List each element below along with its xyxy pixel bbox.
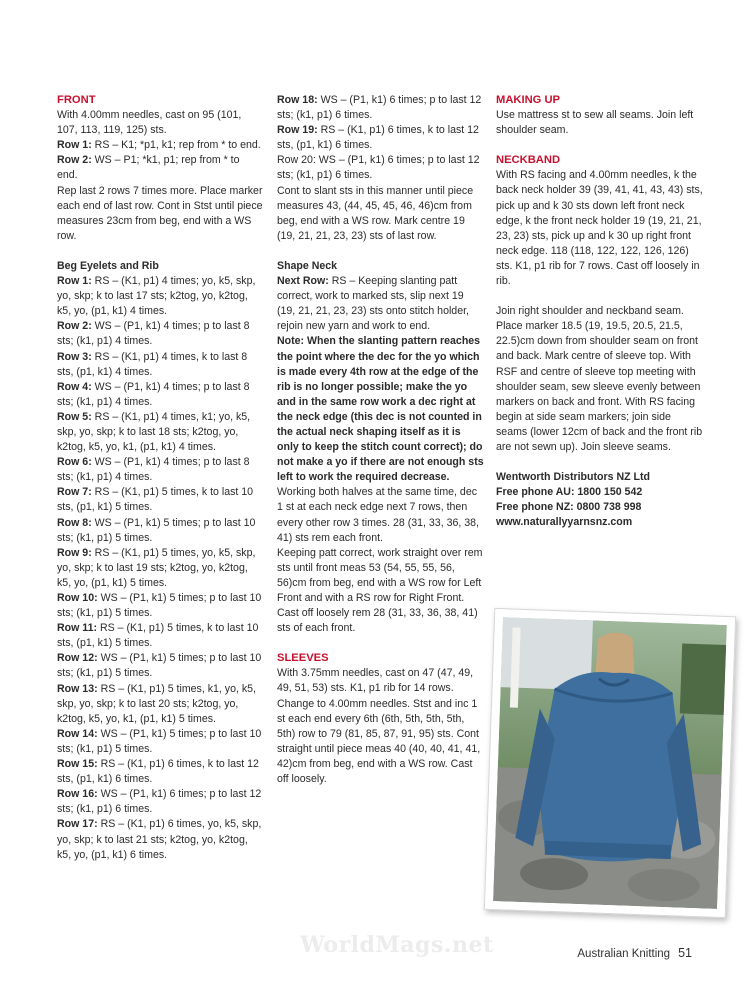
row-text: WS – (P1, k1) 6 times; p to last 12 sts; (k1, p1) 6 times. bbox=[57, 788, 262, 816]
front-intro: With 4.00mm needles, cast on 95 (101, 107, 113, 119, 125) sts. bbox=[57, 109, 242, 137]
row-text: WS – (P1, k1) 5 times; p to last 10 sts; (k1, p1) 5 times. bbox=[57, 652, 262, 680]
row-text: WS – (P1, k1) 5 times; p to last 10 sts; (k1, p1) 5 times. bbox=[57, 516, 256, 544]
row-text: WS – (P1, k1) 5 times; p to last 10 sts; (k1, p1) 5 times. bbox=[57, 592, 262, 620]
pattern-row bbox=[57, 682, 263, 727]
row-label: Next Row: bbox=[277, 275, 329, 288]
pattern-row bbox=[57, 380, 263, 410]
eyelet-rows bbox=[57, 274, 263, 863]
phone-au: Free phone AU: 1800 150 542 bbox=[496, 486, 643, 499]
neckband-heading: NECKBAND bbox=[496, 154, 561, 167]
next-row bbox=[277, 274, 484, 334]
pattern-row bbox=[57, 274, 263, 319]
row-label: Row 14: bbox=[57, 727, 98, 740]
pattern-row bbox=[57, 410, 263, 455]
front-heading: FRONT bbox=[57, 94, 96, 106]
row-19 bbox=[277, 123, 484, 153]
row-text: WS – (P1, k1) 4 times; p to last 8 sts; (k1, p1) 4 times. bbox=[57, 380, 250, 408]
note: Note: When the slanting pattern reaches the point where the dec for the yo which is made every 4th row at the edge of the rib is no longer possible; make the yo and in the same row work a dec right at the neck edge (this dec is not counted in the actual neck shaping itself as it is only to keep the stitch count correct); do not make a yo if there are not enough sts left to work the required decrease. bbox=[277, 335, 484, 484]
row-text: RS – (K1, p1) 4 times; yo, k5, skp, yo, skp; k to last 17 sts; k2tog, yo, k2tog, k5, yo, (p1, k1) 4 times. bbox=[57, 275, 256, 318]
magazine-name: Australian Knitting bbox=[577, 948, 671, 960]
row-label: Row 5: bbox=[57, 410, 92, 423]
shape-neck-heading: Shape Neck bbox=[277, 259, 338, 272]
pattern-row bbox=[57, 727, 263, 757]
sleeves-text: With 3.75mm needles, cast on 47 (47, 49, 49, 51, 53) sts. K1, p1 rib for 14 rows. Change to 4.00mm needles. Stst and inc 1 st each end every 6th (6th, 5th, 5th, 5th, 5th) row to 79 (81, 85, 87, 91, 95) sts. Cont straight until piece meas 40 (40, 40, 41, 41, 42)cm from beg, end with a WS row. Cast off loosely. bbox=[277, 667, 481, 786]
keeping-patt: Keeping patt correct, work straight over rem sts until front meas 53 (54, 55, 55, 56, 56)cm from beg, end with a WS row for Left Front and with a RS row for Right Front. bbox=[277, 546, 483, 604]
row-text: RS – (K1, p1) 5 times, yo, k5, skp, yo, skp; k to last 19 sts; k2tog, yo, k2tog, k5, yo, (p1, k1) 5 times. bbox=[57, 546, 256, 589]
row-label: Row 2: bbox=[57, 154, 92, 167]
cast-off: Cast off loosely rem 28 (31, 33, 36, 38, 41) sts of each front. bbox=[277, 607, 478, 635]
row-text: RS – K1; *p1, k1; rep from * to end. bbox=[91, 139, 261, 152]
row-label: Row 11: bbox=[57, 622, 98, 635]
row-label: Row 4: bbox=[57, 380, 92, 393]
row-label: Row 18: bbox=[277, 94, 318, 106]
row-label: Row 15: bbox=[57, 758, 98, 771]
row-text: WS – P1; *k1, p1; rep from * to end. bbox=[57, 154, 240, 182]
front-row-1 bbox=[57, 138, 263, 153]
pattern-row bbox=[57, 787, 263, 817]
phone-nz: Free phone NZ: 0800 738 998 bbox=[496, 501, 642, 514]
page-number: 51 bbox=[678, 946, 692, 960]
sleeves-heading: SLEEVES bbox=[277, 652, 329, 665]
front-after: Rep last 2 rows 7 times more. Place marker each end of last row. Cont in Stst until piece measures 23cm from beg, end with a WS row. bbox=[57, 184, 263, 242]
row-label: Row 17: bbox=[57, 818, 98, 831]
pattern-row bbox=[57, 621, 263, 651]
row-text: RS – (K1, p1) 5 times, k1, yo, k5, skp, yo, skp; k to last 20 sts; k2tog, yo, k2tog, k5, yo, k1, (p1, k1) 5 times. bbox=[57, 682, 257, 725]
front-row-2 bbox=[57, 153, 263, 183]
row-label: Row 7: bbox=[57, 486, 92, 499]
sweater-illustration bbox=[493, 617, 727, 909]
row-label: Row 1: bbox=[57, 275, 92, 288]
row-label: Row 12: bbox=[57, 652, 98, 665]
working-both: Working both halves at the same time, dec 1 st at each neck edge next 7 rows, then every other row 3 times. 28 (31, 33, 36, 38, 41) sts rem each front. bbox=[277, 486, 479, 544]
column-middle bbox=[277, 93, 484, 787]
row-20: Row 20: WS – (P1, k1) 6 times; p to last 12 sts; (k1, p1) 6 times. bbox=[277, 154, 480, 182]
row-label: Row 1: bbox=[57, 139, 92, 152]
row-label: Row 10: bbox=[57, 592, 98, 604]
row-text: RS – (K1, p1) 6 times, yo, k5, skp, yo, skp; k to last 21 sts; k2tog, yo, k2tog, k5, yo, (p1, k1) 6 times. bbox=[57, 818, 262, 861]
row-label: Row 8: bbox=[57, 516, 92, 529]
pattern-row bbox=[57, 546, 263, 591]
row-text: RS – Keeping slanting patt correct, work to marked sts, slip next 19 (19, 21, 21, 23, 23) sts onto stitch holder, rejoin new yarn and work to end. bbox=[277, 275, 469, 333]
distributor: Wentworth Distributors NZ Ltd bbox=[496, 471, 650, 484]
watermark: WorldMags.net bbox=[300, 932, 494, 958]
row-label: Row 6: bbox=[57, 456, 92, 469]
row-label: Row 2: bbox=[57, 320, 92, 333]
pattern-row bbox=[57, 757, 263, 787]
row-label: Row 13: bbox=[57, 682, 98, 695]
pattern-row bbox=[57, 319, 263, 349]
pattern-row bbox=[57, 817, 263, 862]
column-left bbox=[57, 93, 263, 863]
row-text: RS – (K1, p1) 6 times, k to last 12 sts, (p1, k1) 6 times. bbox=[277, 124, 479, 152]
pattern-row bbox=[57, 591, 263, 621]
making-up-text: Use mattress st to sew all seams. Join left shoulder seam. bbox=[496, 109, 694, 137]
cont-slant: Cont to slant sts in this manner until piece measures 43, (44, 45, 45, 46, 46)cm from beg, end with a WS row. Mark centre 19 (19, 21, 21, 23, 23) sts of last row. bbox=[277, 184, 474, 242]
page-footer bbox=[577, 946, 692, 960]
pattern-row bbox=[57, 485, 263, 515]
row-text: RS – (K1, p1) 5 times, k to last 10 sts, (p1, k1) 5 times. bbox=[57, 486, 254, 514]
row-text: WS – (P1, k1) 4 times; p to last 8 sts; (k1, p1) 4 times. bbox=[57, 320, 250, 348]
pattern-row bbox=[57, 455, 263, 485]
sweater-photo bbox=[484, 608, 736, 918]
row-text: RS – (K1, p1) 4 times, k1; yo, k5, skp, yo, skp; k to last 18 sts; k2tog, yo, k2tog, k5, yo, k1, (p1, k1) 4 times. bbox=[57, 410, 251, 454]
row-18 bbox=[277, 93, 484, 123]
eyelets-heading: Beg Eyelets and Rib bbox=[57, 259, 159, 272]
join-text: Join right shoulder and neckband seam. Place marker 18.5 (19, 19.5, 20.5, 21.5, 22.5)cm down from shoulder seam on front and back. Mark centre of sleeve top. With RSF and centre of sleeve top meeting with shoulder seam, sew sleeve evenly between markers on back and front. With RS facing begin at side seam markers; join side seams (lower 12cm of back and the front rib are not sewn up). Join sleeve seams. bbox=[496, 305, 703, 453]
making-up-heading: MAKING UP bbox=[496, 94, 561, 106]
row-label: Row 16: bbox=[57, 788, 98, 801]
row-text: RS – (K1, p1) 6 times, k to last 12 sts, (p1, k1) 6 times. bbox=[57, 758, 259, 786]
row-label: Row 19: bbox=[277, 124, 318, 137]
row-label: Row 3: bbox=[57, 350, 92, 363]
column-right bbox=[496, 93, 704, 530]
neckband-text: With RS facing and 4.00mm needles, k the back neck holder 39 (39, 41, 41, 43, 43) sts, pick up and k 30 sts down left front neck edge, k the front neck holder 19 (19, 21, 21, 23, 23) sts, pick up and k 30 up right front neck edge. 118 (118, 122, 122, 126, 126) sts. K1, p1 rib for 7 rows. Cast off loosely in rib. bbox=[496, 169, 703, 288]
pattern-row bbox=[57, 350, 263, 380]
pattern-row bbox=[57, 516, 263, 546]
row-text: WS – (P1, k1) 4 times; p to last 8 sts; (k1, p1) 4 times. bbox=[57, 456, 250, 484]
website-link[interactable]: www.naturallyyarnsnz.com bbox=[496, 516, 633, 529]
row-text: WS – (P1, k1) 6 times; p to last 12 sts; (k1, p1) 6 times. bbox=[277, 94, 482, 122]
pattern-row bbox=[57, 651, 263, 681]
row-label: Row 9: bbox=[57, 546, 92, 559]
row-text: RS – (K1, p1) 5 times, k to last 10 sts, (p1, k1) 5 times. bbox=[57, 622, 259, 650]
row-text: RS – (K1, p1) 4 times, k to last 8 sts, (p1, k1) 4 times. bbox=[57, 350, 248, 378]
row-text: WS – (P1, k1) 5 times; p to last 10 sts; (k1, p1) 5 times. bbox=[57, 727, 262, 755]
